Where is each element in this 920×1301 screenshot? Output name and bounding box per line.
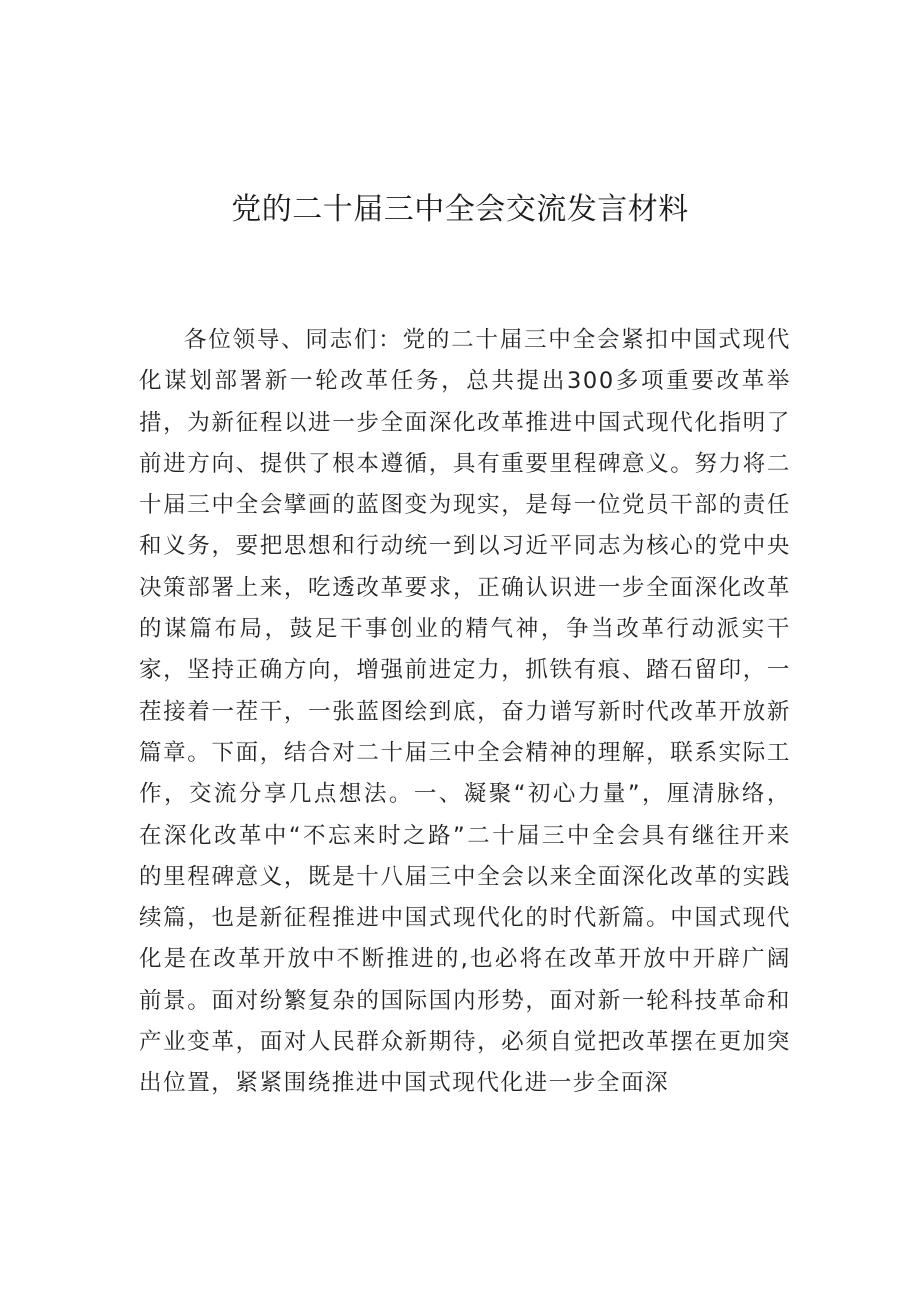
document-title: 党的二十届三中全会交流发言材料 (231, 192, 689, 227)
document-body-paragraph: 各位领导、同志们：党的二十届三中全会紧扣中国式现代化谋划部署新一轮改革任务，总共提出300多项重要改革举措，为新征程以进一步全面深化改革推进中国式现代化指明了前进方向、提供了根本遵循，具有重要里程碑意义。努力将二十届三中全会擘画的蓝图变为现实，是每一位党员干部的责任和义务，要把思想和行动统一到以习近平同志为核心的党中央决策部署上来，吃透改革要求，正确认识进一步全面深化改革的谋篇布局，鼓足干事创业的精气神，争当改革行动派实干家，坚持正确方向，增强前进定力，抓铁有痕、踏石留印，一茬接着一茬干，一张蓝图绘到底，奋力谱写新时代改革开放新篇章。下面，结合对二十届三中全会精神的理解，联系实际工作，交流分享几点想法。一、凝聚“初心力量”，厘清脉络，在深化改革中“不忘来时之路”二十届三中全会具有继往开来的里程碑意义，既是十八届三中全会以来全面深化改革的实践续篇，也是新征程推进中国式现代化的时代新篇。中国式现代化是在改革开放中不断推进的,也必将在改革开放中开辟广阔前景。面对纷繁复杂的国际国内形势，面对新一轮科技革命和产业变革，面对人民群众新期待，必须自觉把改革摆在更加突出位置，紧紧围绕推进中国式现代化进一步全面深 (139, 327, 791, 1097)
